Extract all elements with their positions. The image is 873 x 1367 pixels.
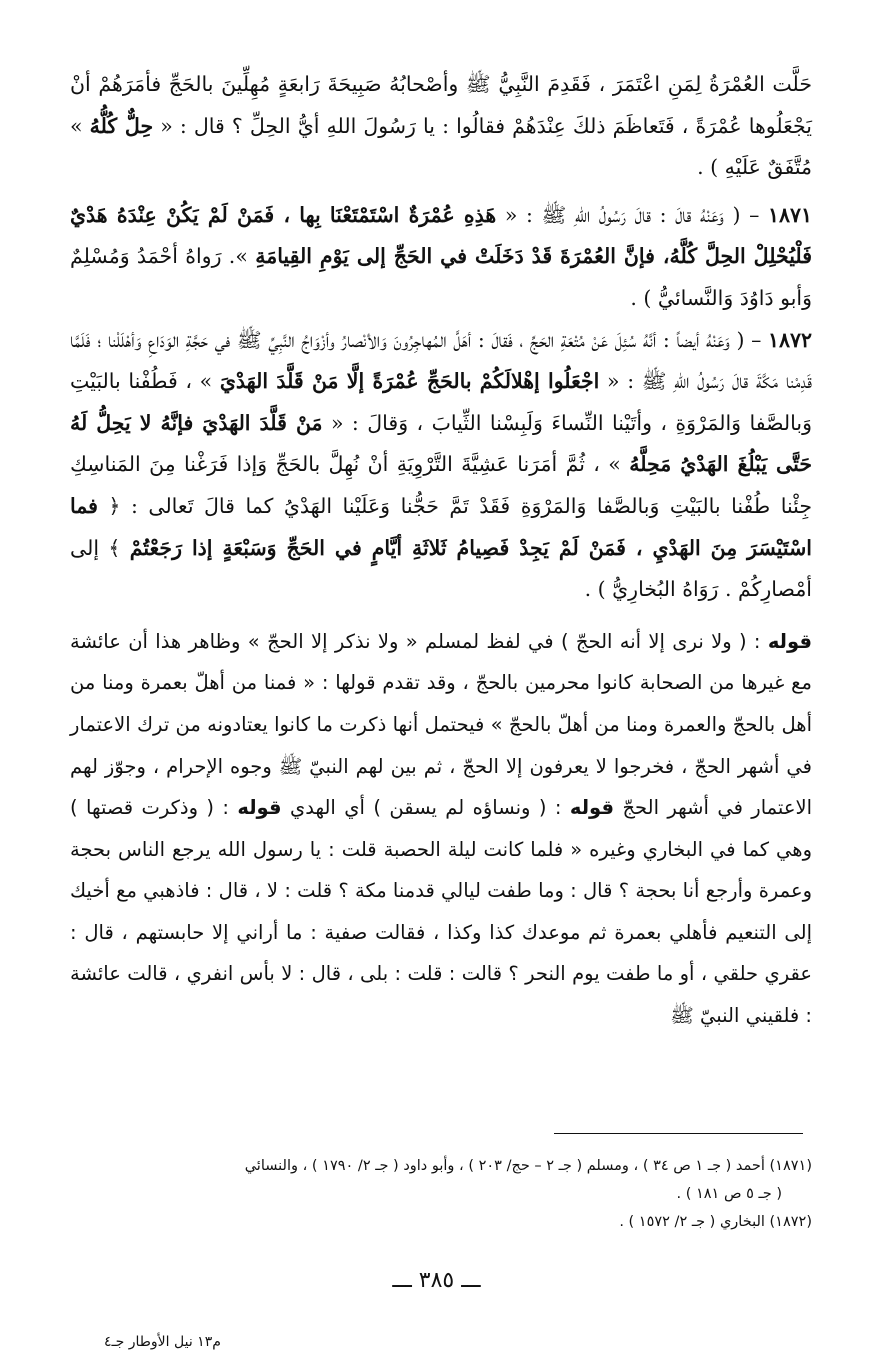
- footnote-1871-continued: ( جـ ٥ ص ١٨١ ) .: [676, 1186, 782, 1202]
- commentary: [70, 621, 812, 1037]
- text: » ، فَطُفْنا بالبَيْتِ وَبالصَّفا وَالمَرْوَةِ ، وأتَيْنا النِّساءَ وَلَبِسْنا الثِّيابَ ، وَقالَ : «: [70, 369, 812, 435]
- text: ». رَواهُ أحْمَدُ وَمُسْلِمٌ وَأبو دَاوُدَ وَالنَّسائيُّ ) .: [70, 244, 812, 310]
- bold-quote: مَنْ قَلَّدَ الهَدْيَ فإنَّهُ لا يَحِلُّ لَهُ حَتَّى يَبْلُغَ الهَدْيُ مَحِلَّهُ: [70, 410, 812, 477]
- footnotes: [70, 1152, 812, 1236]
- hadith-1872: [70, 320, 812, 611]
- hadith-1871: [70, 195, 812, 320]
- text: » ، ثُمَّ أمَرَنا عَشِيَّةَ التَّرْوِيَةِ أنْ نُهِلَّ بالحَجِّ وَإذا فَرَغْنا مِنَ المَناسِكِ جِئْنا طُفْنا بالبَيْتِ وَبالصَّفا وَالمَرْوَةِ فَقَدْ تَمَّ حَجُّنا وَعَلَيْنا الهَدْيُ كما قالَ تَعالى : ﴿: [70, 452, 812, 518]
- page-body: [70, 64, 812, 1037]
- text: – ( وَعَنْهُ قالَ : قالَ رَسُولُ اللهِ ﷺ : «: [504, 202, 760, 227]
- bold-quote: هَذِهِ عُمْرَةٌ اسْتَمْتَعْنَا بِها ، فَمَنْ لَمْ يَكُنْ عِنْدَهُ هَدْيٌ فَلْيُحْلِلْ الحِلَّ كُلَّهُ، فإنَّ العُمْرَةَ قَدْ دَخَلَتْ في الحَجِّ إلى يَوْمِ القِيامَةِ: [70, 202, 812, 269]
- bold-quran-quote: فما اسْتَيْسَرَ مِنَ الهَدْيِ ، فَمَنْ لَمْ يَجِدْ فَصِيامُ ثَلاثَةِ أيَّامٍ في الحَجِّ وَسَبْعَةٍ إذا رَجَعْتُمْ: [70, 493, 812, 560]
- bold-quote: حِلٌّ كُلُّهُ: [89, 113, 154, 138]
- qawluhu-label: قوله: [767, 629, 812, 653]
- text: – ( وَعَنْهُ أيضاً : أنَّهُ سُئِلَ عَنْ مُتْعَةِ الحَجِّ ، فَقالَ : أهَلَّ المُهاجِرُونَ وَالأنْصارُ وأزْوَاجُ النَّبِيِّ ﷺ في حَجَّةِ الوَدَاعِ وَأهْلَلْنا ؛ فَلَمَّا قَدِمْنا مَكَّةَ قالَ رَسُولُ اللهِ ﷺ : «: [70, 327, 812, 394]
- paragraph-continuation: [70, 64, 812, 189]
- printer-signature: م١٣ نيل الأوطار جـ٤: [104, 1334, 221, 1350]
- footnote-1871: (١٨٧١) أحمد ( جـ ١ ص ٣٤ ) ، ومسلم ( جـ ٢ – حج/ ٢٠٣ ) ، وأبو داود ( جـ ٢/ ١٧٩٠ ) ، والنسائي: [244, 1158, 812, 1174]
- hadith-number: ١٨٧٢: [767, 327, 812, 352]
- qawluhu-label: قوله: [569, 796, 615, 820]
- bold-quote: اجْعَلُوا إهْلالَكُمْ بالحَجِّ عُمْرَةً إلَّا مَنْ قَلَّدَ الهَدْيَ: [219, 369, 600, 394]
- text: : ( ولا نرى إلا أنه الحجّ ) في لفظ لمسلم « ولا نذكر إلا الحجّ » وظاهر هذا أن عائشة مع غيرها من الصحابة كانوا محرمين بالحجّ ، وقد تقدم قولها : « فمنا من أهلّ بعمرة ومنا من أهل بالحجّ والعمرة ومنا من أهلّ بالحجّ » فيحتمل أنها ذكرت ما كانوا يعتادونه من ترك الاعتمار في أشهر الحجّ ، فخرجوا لا يعرفون إلا الحجّ ، ثم بين لهم النبيّ ﷺ وجوه الإحرام ، وجوّز لهم الاعتمار في أشهر الحجّ: [70, 629, 812, 820]
- text: ﴾ إلى أمْصارِكُمْ . رَوَاهُ البُخارِيُّ ) .: [70, 535, 812, 602]
- qawluhu-label: قوله: [237, 796, 282, 820]
- footnote-1872: (١٨٧٢) البخاري ( جـ ٢/ ١٥٧٢ ) .: [619, 1214, 812, 1230]
- text: حَلَّت العُمْرَةُ لِمَنِ اعْتَمَرَ ، فَقَدِمَ النَّبِيُّ ﷺ وأصْحابُهُ صَبِيحَةَ رَابعَةٍ مُهِلِّينَ بالحَجِّ فأمَرَهُمْ أنْ يَجْعَلُوها عُمْرَةً ، فَتَعاظَمَ ذلكَ عِنْدَهُمْ فقالُوا : يا رَسُولَ اللهِ أيُّ الحِلِّ ؟ قال : «: [70, 72, 813, 138]
- hadith-number: ١٨٧١: [767, 202, 812, 227]
- footnote-divider: [554, 1133, 803, 1134]
- text: : ( ونساؤه لم يسقن ) أي الهدي: [289, 796, 562, 820]
- page-number: ـــ ٣٨٥ ـــ: [392, 1268, 481, 1293]
- text: » مُتَّفَقٌ عَلَيْهِ ) .: [70, 113, 812, 180]
- text: : ( وذكرت قصتها ) وهي كما في البخاري وغيره « فلما كانت ليلة الحصبة قلت : يا رسول الله يرجع الناس بحجة وعمرة وأرجع أنا بحجة ؟ قال : وما طفت ليالي قدمنا مكة ؟ قلت : لا ، قال : فاذهبي مع أخيك إلى التنعيم فأهلي بعمرة ثم موعدك كذا وكذا ، فقالت صفية : ما أراني إلا حابستهم ، قال : عقري حلقي ، أو ما طفت يوم النحر ؟ قالت : قلت : بلى ، قال : لا بأس انفري ، قالت عائشة : فلقيني النبيّ ﷺ: [70, 796, 812, 1028]
